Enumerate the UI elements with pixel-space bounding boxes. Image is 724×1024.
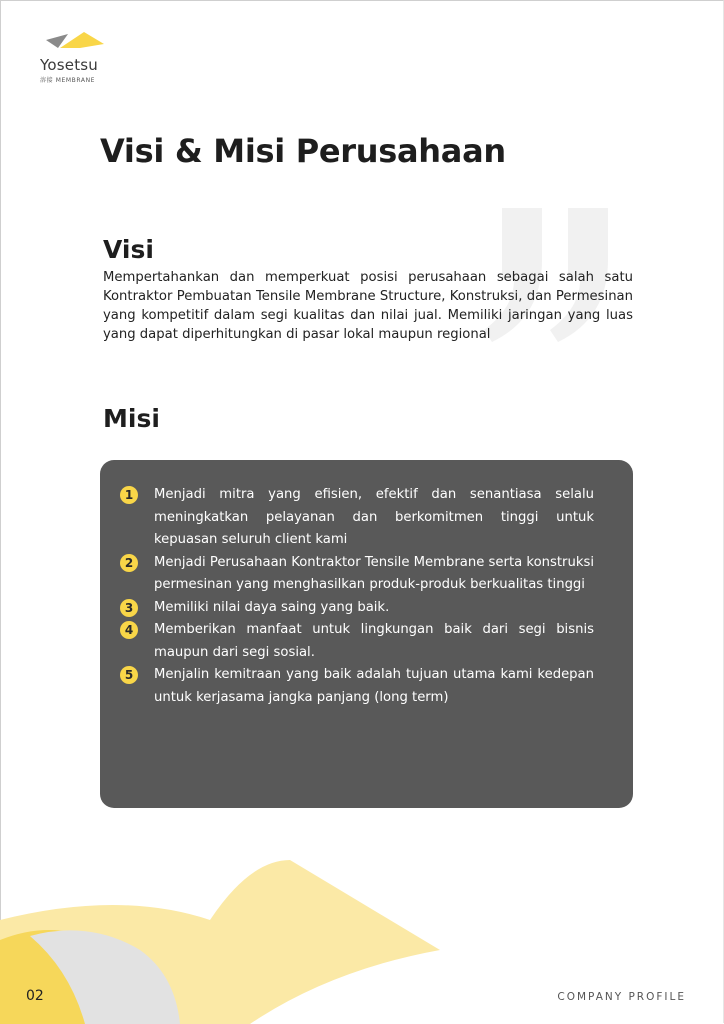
- logo-wordmark: Yosetsu: [40, 56, 98, 74]
- misi-item-4: [118, 619, 594, 664]
- logo-subtitle: 溶接 MEMBRANE: [40, 77, 96, 84]
- visi-text: Mempertahankan dan memperkuat posisi perusahaan sebagai salah satu Kontraktor Pembuatan Tensile Membrane Structure, Konstruksi, dan Permesinan yang kompetitif dalam segi kualitas dan nilai jual. Memiliki jaringan yang luas yang dapat diperhitungkan di pasar lokal maupun regional: [103, 270, 633, 342]
- misi-item-2: [118, 552, 594, 597]
- misi-heading: Misi: [103, 404, 160, 433]
- number-badge: 4: [120, 621, 138, 639]
- misi-item-text: Menjadi mitra yang efisien, efektif dan senantiasa selalu meningkatkan pelayanan dan berkomitmen tinggi untuk kepuasan seluruh client kami: [154, 487, 594, 547]
- membrane-logo-icon: [46, 30, 110, 54]
- misi-item-text: Memiliki nilai daya saing yang baik.: [154, 599, 390, 615]
- visi-heading: Visi: [103, 235, 154, 264]
- misi-box: [100, 460, 633, 808]
- company-logo: [40, 30, 120, 86]
- misi-list: [118, 484, 594, 709]
- footer-label: COMPANY PROFILE: [557, 991, 686, 1003]
- misi-item-5: [118, 664, 594, 709]
- page-title: Visi & Misi Perusahaan: [100, 132, 506, 170]
- number-badge: 5: [120, 666, 138, 684]
- misi-item-3: [118, 597, 594, 620]
- number-badge: 2: [120, 554, 138, 572]
- misi-item-text: Menjadi Perusahaan Kontraktor Tensile Membrane serta konstruksi permesinan yang menghasilkan produk-produk berkualitas tinggi: [154, 554, 594, 592]
- misi-item-text: Memberikan manfaat untuk lingkungan baik dari segi bisnis maupun dari segi sosial.: [154, 622, 594, 660]
- misi-item-text: Menjalin kemitraan yang baik adalah tujuan utama kami kedepan untuk kerjasama jangka panjang (long term): [154, 667, 594, 705]
- number-badge: 3: [120, 599, 138, 617]
- number-badge: 1: [120, 486, 138, 504]
- page-number: 02: [26, 988, 44, 1004]
- misi-item-1: [118, 484, 594, 552]
